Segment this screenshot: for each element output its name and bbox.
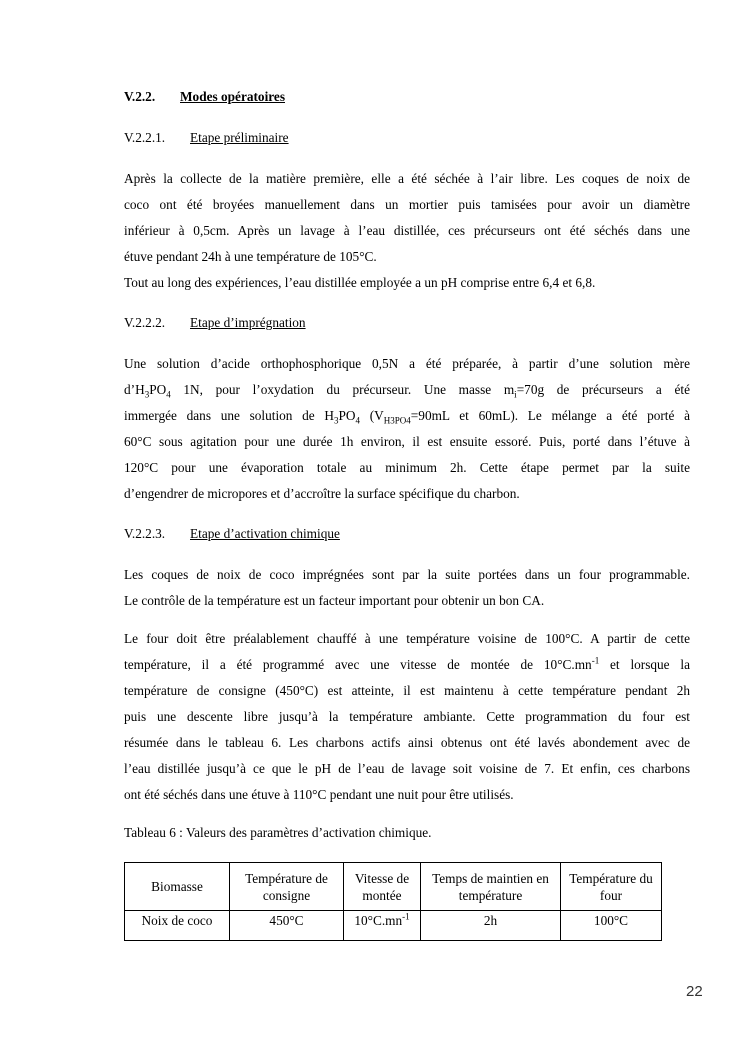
page-number: 22	[686, 983, 703, 1000]
text-line: Une solution d’acide orthophosphorique 0,5N a été préparée, à partir d’une solution mère	[124, 356, 690, 371]
table-cell: Noix de coco	[125, 911, 230, 941]
table-cell: 2h	[421, 911, 561, 941]
text-line: 120°C pour une évaporation totale au minimum 2h. Cette étape permet par la suite	[124, 460, 690, 475]
table-header-cell: Vitesse de montée	[344, 863, 421, 911]
table-caption: Tableau 6 : Valeurs des paramètres d’activation chimique.	[124, 825, 432, 840]
text-line: Après la collecte de la matière première, elle a été séchée à l’air libre. Les coques de noix de	[124, 171, 690, 186]
text-line: immergée dans une solution de $H_3PO_4$ ($V_{H3PO4}=90mL$ et 60mL). Le mélange a été porté à	[124, 408, 690, 426]
table-cell: 100°C	[561, 911, 662, 941]
paragraph-impregnation	[124, 351, 690, 507]
subsection-heading-3	[124, 526, 340, 542]
section-number: V.2.2.	[124, 89, 156, 104]
text-line: température de consigne (450°C) est atteinte, il est maintenu à cette température pendant 2h	[124, 683, 690, 698]
table-header-cell: Biomasse	[125, 863, 230, 911]
subsection-heading-1	[124, 130, 289, 146]
text-line: Tout au long des expériences, l’eau distillée employée a un pH comprise entre 6,4 et 6,8.	[124, 275, 596, 290]
subsection-number-2: V.2.2.2.	[124, 315, 166, 330]
table-row	[125, 911, 662, 941]
table-header-row	[125, 863, 662, 911]
paragraph-four	[124, 626, 690, 808]
text-line: Les coques de noix de coco imprégnées sont par la suite portées dans un four programmable.	[124, 567, 690, 582]
subsection-number-3: V.2.2.3.	[124, 526, 166, 541]
subsection-title-2: Etape d’imprégnation	[190, 315, 306, 330]
activation-parameters-table	[124, 862, 662, 941]
table-cell: 450°C	[230, 911, 344, 941]
table-cell: $10^\circ C.mn^{-1}$	[344, 911, 421, 941]
subsection-title-1: Etape préliminaire	[190, 130, 289, 145]
text-line: ont été séchés dans une étuve à 110°C pendant une nuit pour être utilisés.	[124, 787, 514, 802]
text-line: coco ont été broyées manuellement dans un mortier puis tamisées pour avoir un diamètre	[124, 197, 690, 212]
text-line: 60°C sous agitation pour une durée 1h environ, il est ensuite essoré. Puis, porté dans l’étuve à	[124, 434, 690, 449]
text-line: Le four doit être préalablement chauffé à une température voisine de 100°C. A partir de cette	[124, 631, 690, 646]
text-line: étuve pendant 24h à une température de 105°C.	[124, 249, 377, 264]
text-line: puis une descente libre jusqu’à la température ambiante. Cette programmation du four est	[124, 709, 690, 724]
section-title: Modes opératoires	[180, 89, 285, 104]
subsection-number-1: V.2.2.1.	[124, 130, 166, 145]
text-line: Le contrôle de la température est un facteur important pour obtenir un bon CA.	[124, 593, 545, 608]
section-heading	[124, 89, 285, 105]
paragraph-preliminaire	[124, 166, 690, 296]
text-line: l’eau distillée jusqu’à ce que le pH de l’eau de lavage soit voisine de 7. Et enfin, ces charbons	[124, 761, 690, 776]
table-header-cell: Température de consigne	[230, 863, 344, 911]
subsection-heading-2	[124, 315, 306, 331]
subsection-title-3: Etape d’activation chimique	[190, 526, 340, 541]
text-line: $d’H_3PO_4$ 1N, pour l’oxydation du précurseur. Une masse $m_i=70g$ de précurseurs a été	[124, 382, 690, 400]
paragraph-activation-intro	[124, 562, 690, 614]
table-header-cell: Temps de maintien en température	[421, 863, 561, 911]
text-line: inférieur à 0,5cm. Après un lavage à l’eau distillée, ces précurseurs ont été séchés dans une	[124, 223, 690, 238]
text-line: résumée dans le tableau 6. Les charbons actifs ainsi obtenus ont été lavés abondement avec de	[124, 735, 690, 750]
table-header-cell: Température du four	[561, 863, 662, 911]
text-line: température, il a été programmé avec une vitesse de montée de $10^\circ C.mn^{-1}$ et lorsque la	[124, 655, 690, 672]
text-line: d’engendrer de micropores et d’accroître la surface spécifique du charbon.	[124, 486, 520, 501]
